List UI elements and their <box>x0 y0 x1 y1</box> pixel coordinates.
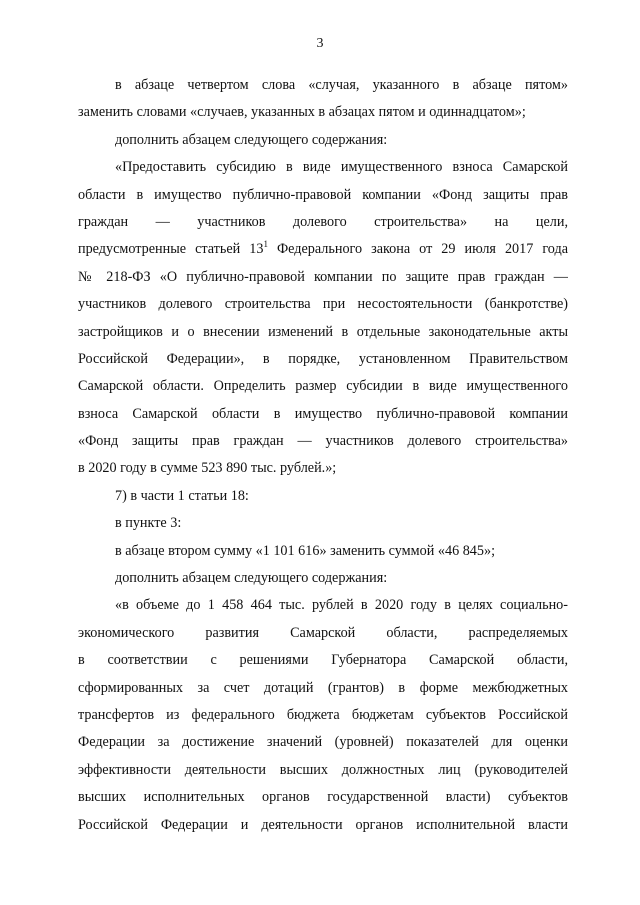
text-line-content: «Предоставить субсидию в виде имущественного взноса Самарской <box>115 159 568 176</box>
text-line <box>78 373 568 400</box>
text-line <box>78 401 568 428</box>
text-line <box>78 565 568 592</box>
text-line-content: Российской Федерации и деятельности органов исполнительной власти <box>78 816 568 833</box>
text-line <box>78 236 568 263</box>
text-line-content: Федерации за достижение значений (уровней) показателей для оценки <box>78 734 568 751</box>
text-line <box>78 154 568 181</box>
text-line-content: № 218-ФЗ «О публично-правовой компании по защите прав граждан — <box>78 268 568 285</box>
text-line-content: высших исполнительных органов государственной власти) субъектов <box>78 789 568 806</box>
text-line <box>78 729 568 756</box>
text-line <box>78 428 568 455</box>
text-line-content: экономического развития Самарской области, распределяемых <box>78 624 568 641</box>
text-line-content: Российской Федерации», в порядке, установленном Правительством <box>78 350 568 367</box>
text-line <box>78 675 568 702</box>
text-line <box>78 72 568 99</box>
text-line-content: Самарской области. Определить размер субсидии в виде имущественного <box>78 378 568 395</box>
text-line <box>78 647 568 674</box>
text-line <box>78 346 568 373</box>
text-line-content: в абзаце четвертом слова «случая, указанного в абзаце пятом» <box>115 77 568 93</box>
text-line <box>78 127 568 154</box>
text-line-content: участников долевого строительства при несостоятельности (банкротстве) <box>78 296 568 313</box>
text-line-content: дополнить абзацем следующего содержания: <box>115 131 388 148</box>
text-line-content: области в имущество публично-правовой компании «Фонд защиты прав <box>78 186 568 203</box>
text-line-content: «в объеме до 1 458 464 тыс. рублей в 2020 году в целях социально- <box>115 597 568 614</box>
text-line <box>78 291 568 318</box>
text-line-content: в абзаце втором сумму «1 101 616» заменить суммой «46 845»; <box>115 542 496 559</box>
text-line <box>78 99 568 126</box>
superscript: 1 <box>263 239 268 250</box>
text-line-content: сформированных за счет дотаций (грантов) в форме межбюджетных <box>78 679 568 696</box>
text-line-content: 7) в части 1 статьи 18: <box>115 487 249 504</box>
page-number: 3 <box>316 36 324 51</box>
text-line-content: предусмотренные статьей 13 <box>78 241 264 258</box>
text-line-content: граждан — участников долевого строительства» на цели, <box>78 213 568 230</box>
text-line <box>78 702 568 729</box>
text-line-content: дополнить абзацем следующего содержания: <box>115 570 388 587</box>
text-line <box>78 538 568 565</box>
text-line <box>78 483 568 510</box>
text-line-content: заменить словами «случаев, указанных в абзацах пятом и одиннадцатом»; <box>78 104 526 121</box>
text-line-content: трансфертов из федерального бюджета бюджетам субъектов Российской <box>78 706 568 723</box>
text-line <box>78 182 568 209</box>
text-line <box>78 510 568 537</box>
text-line <box>78 592 568 619</box>
text-line-content: в пункте 3: <box>115 515 182 532</box>
text-line <box>78 812 568 839</box>
text-line-content: взноса Самарской области в имущество публично-правовой компании <box>78 405 568 422</box>
text-line <box>78 264 568 291</box>
text-line-content: в 2020 году в сумме 523 890 тыс. рублей.»; <box>78 460 337 477</box>
text-line-tail: Федерального закона от 29 июля 2017 года <box>267 241 568 258</box>
text-line-content: в соответствии с решениями Губернатора Самарской области, <box>78 652 568 669</box>
text-line-content: эффективности деятельности высших должностных лиц (руководителей <box>78 761 568 778</box>
text-line-content: застройщиков и о внесении изменений в отдельные законодательные акты <box>78 323 568 340</box>
text-line <box>78 620 568 647</box>
text-line <box>78 784 568 811</box>
text-line <box>78 455 568 482</box>
text-line <box>78 319 568 346</box>
body-text <box>78 72 568 839</box>
text-line <box>78 209 568 236</box>
text-line-content: «Фонд защиты прав граждан — участников долевого строительства» <box>78 433 568 450</box>
text-line <box>78 757 568 784</box>
